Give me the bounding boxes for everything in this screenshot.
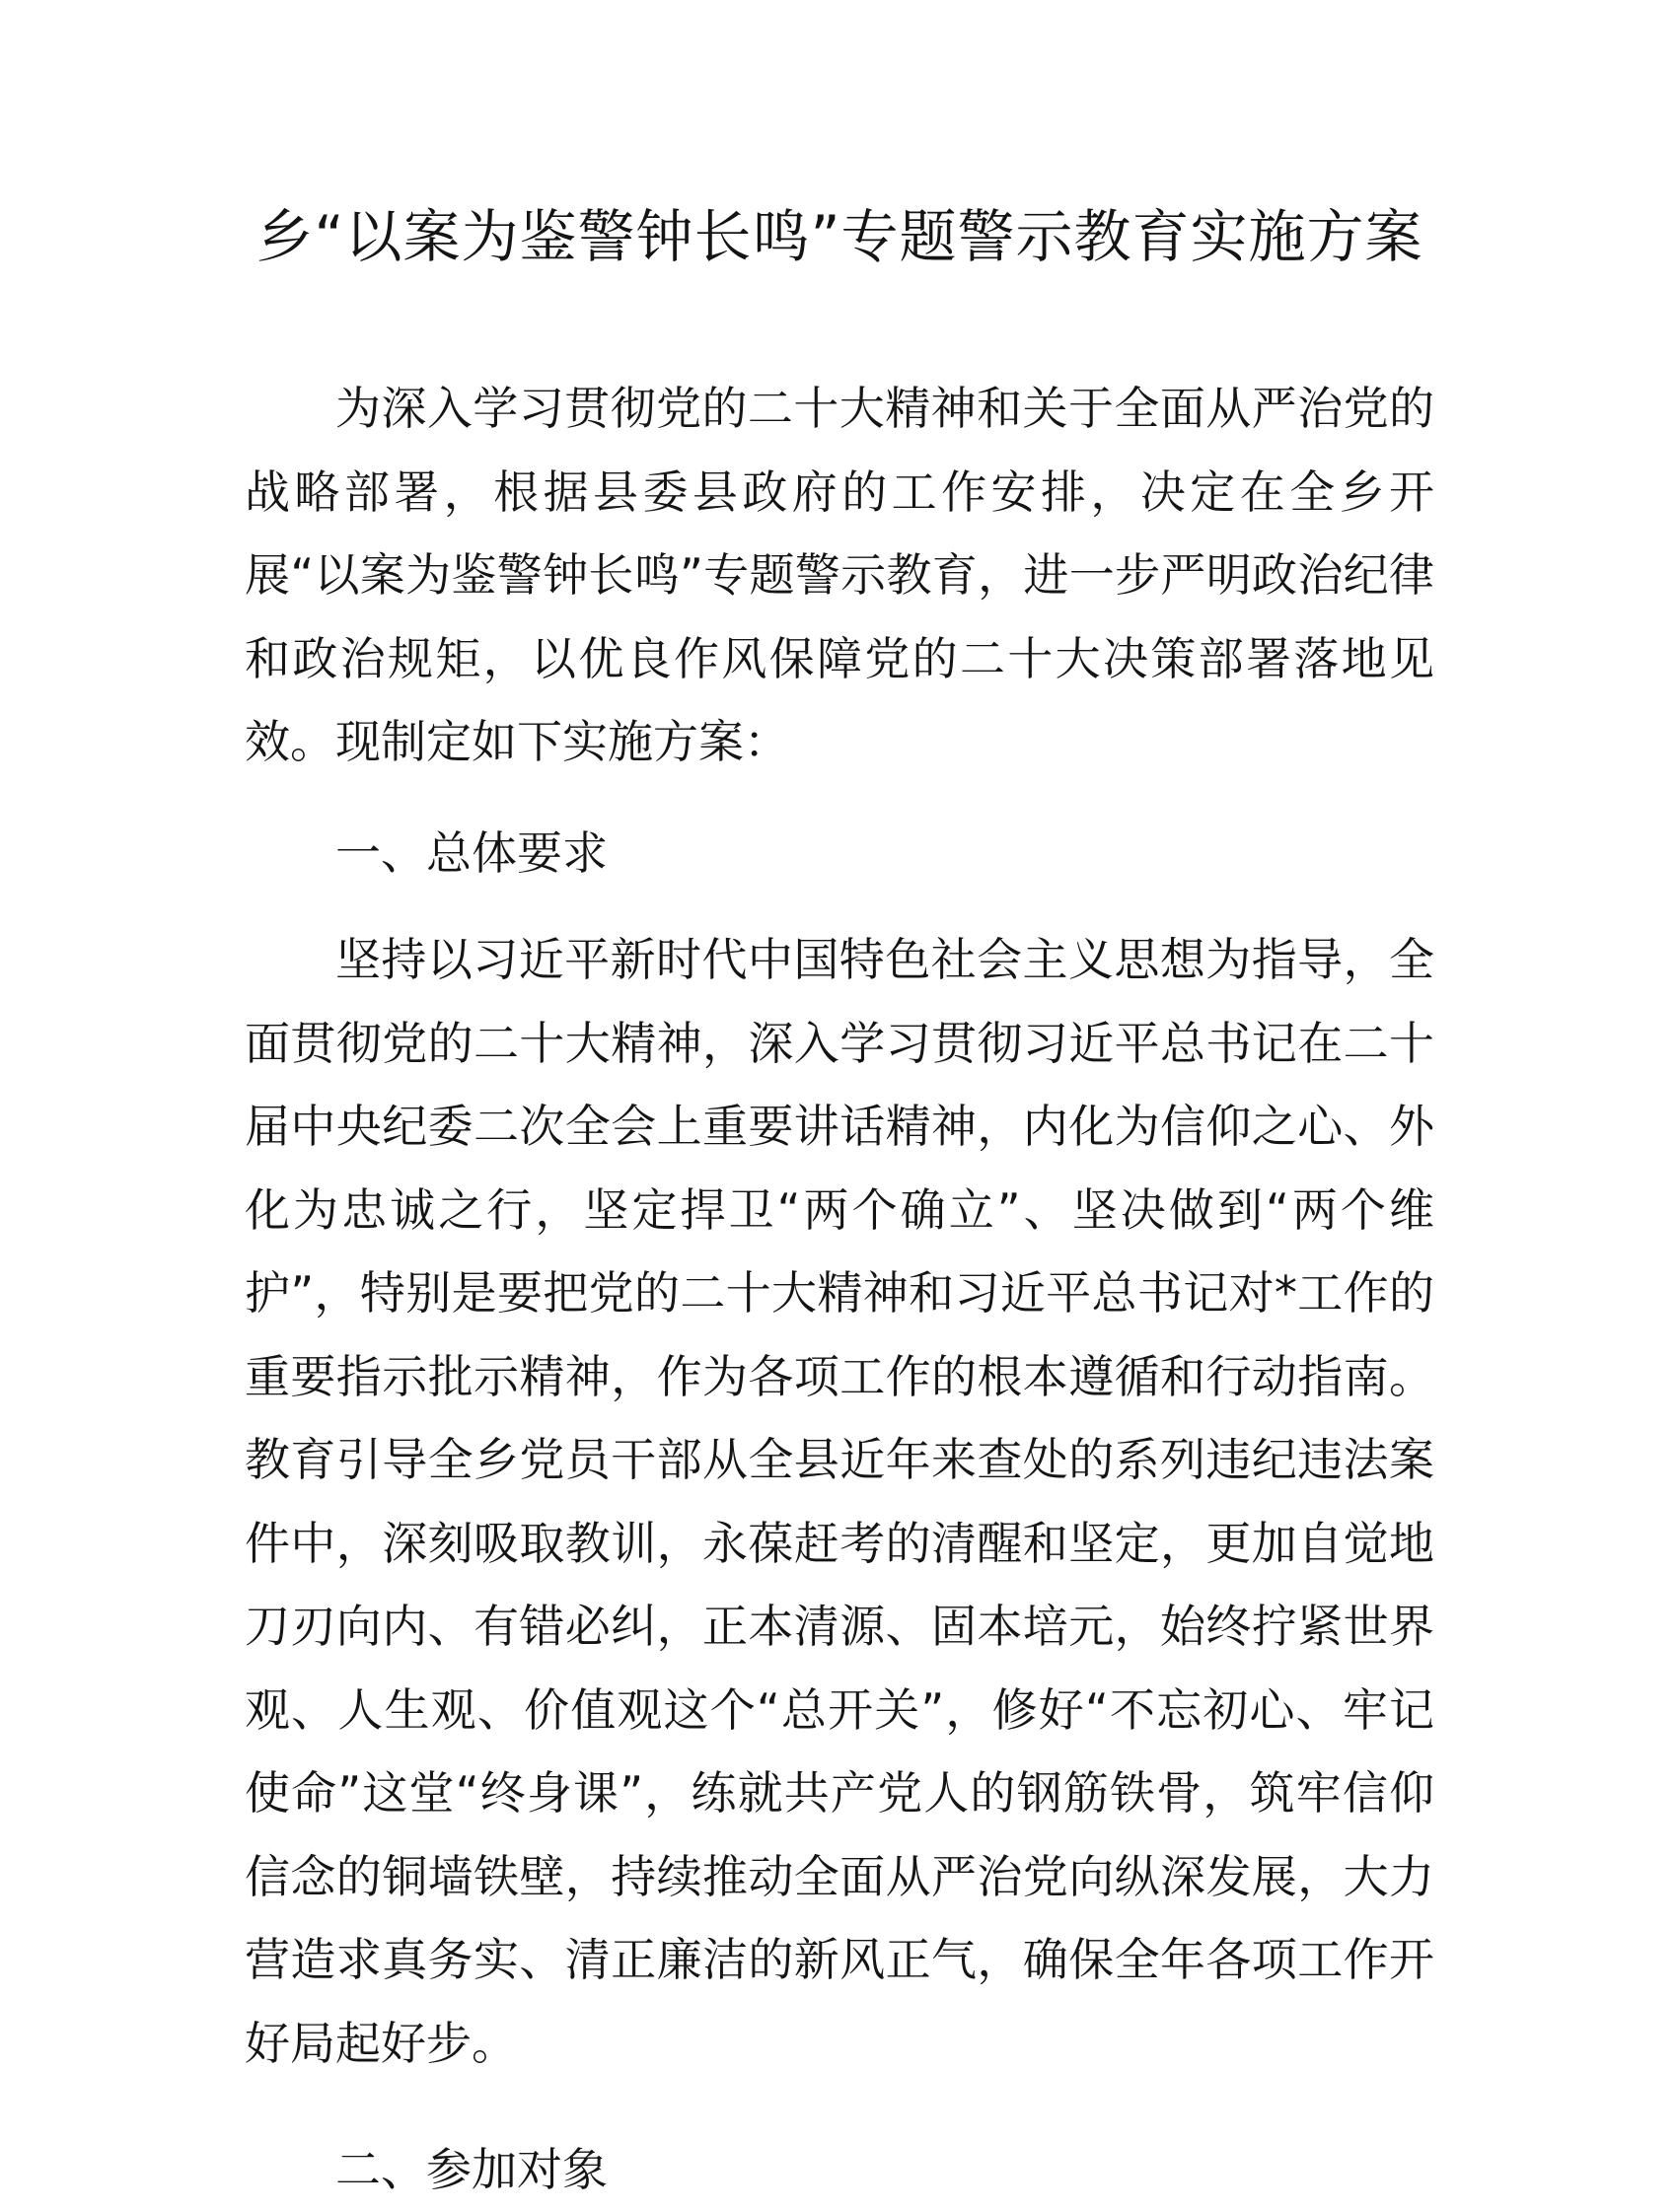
intro-paragraph: 为深入学习贯彻党的二十大精神和关于全面从严治党的战略部署，根据县委县政府的工作安排，决定在全乡开展“以案为鉴警钟长鸣”专题警示教育，进一步严明政治纪律和政治规矩，以优良作风保障党的二十大决策部署落地见效。现制定如下实施方案： [245, 382, 1434, 768]
section-heading-general-requirements: 一、总体要求 [335, 825, 608, 880]
section-body-general-requirements: 坚持以习近平新时代中国特色社会主义思想为指导，全面贯彻党的二十大精神，深入学习贯彻习近平总书记在二十届中央纪委二次全会上重要讲话精神，内化为信仰之心、外化为忠诚之行，坚定捍卫“两个确立”、坚决做到“两个维护”，特别是要把党的二十大精神和习近平总书记对*工作的重要指示批示精神，作为各项工作的根本遵循和行动指南。教育引导全乡党员干部从全县近年来查处的系列违纪违法案件中，深刻吸取教训，永葆赶考的清醒和坚定，更加自觉地刀刃向内、有错必纠，正本清源、固本培元，始终拧紧世界观、人生观、价值观这个“总开关”，修好“不忘初心、牢记使命”这堂“终身课”，练就共产党人的钢筋铁骨，筑牢信仰信念的铜墙铁壁，持续推动全面从严治党向纵深发展，大力营造求真务实、清正廉洁的新风正气，确保全年各项工作开好局起好步。 [245, 933, 1434, 2070]
document-body [245, 367, 1434, 2212]
document-title: 乡“以案为鉴警钟长鸣”专题警示教育实施方案 [255, 203, 1423, 270]
section-heading-participants: 二、参加对象 [335, 2143, 608, 2196]
